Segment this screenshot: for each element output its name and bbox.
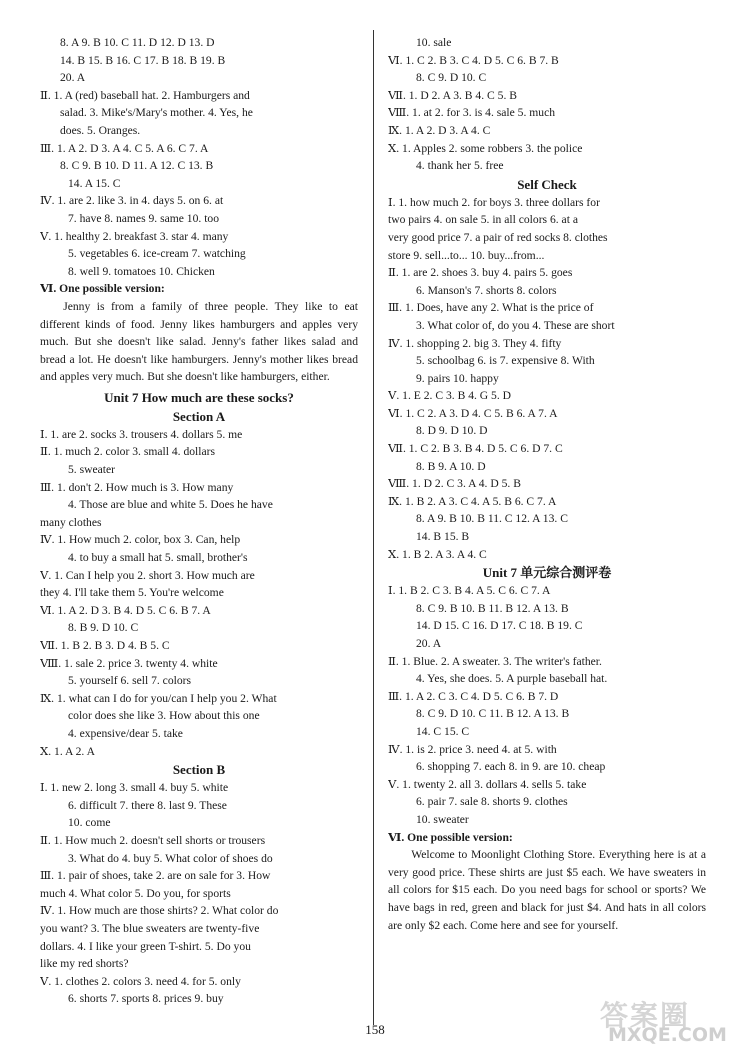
watermark-logo — [600, 994, 740, 1049]
answer-line: Ⅱ. 1. are 2. shoes 3. buy 4. pairs 5. goes — [388, 266, 573, 280]
page-number: 158 — [365, 1022, 385, 1037]
answer-line: Ⅲ. 1. A 2. C 3. C 4. D 5. C 6. B 7. D — [388, 689, 559, 703]
section-heading: Self Check — [517, 176, 577, 192]
answer-line: they 4. I'll take them 5. You're welcome — [40, 586, 224, 600]
answer-line: Ⅱ. 1. much 2. color 3. small 4. dollars — [40, 445, 215, 459]
answer-line: 4. thank her 5. free — [416, 159, 504, 173]
answer-line: Ⅸ. 1. B 2. A 3. C 4. A 5. B 6. C 7. A — [388, 494, 557, 508]
answer-line: you want? 3. The blue sweaters are twenty-five — [40, 921, 260, 935]
answer-line: Ⅷ. 1. at 2. for 3. is 4. sale 5. much — [388, 106, 556, 120]
answer-line: Ⅹ. 1. Apples 2. some robbers 3. the police — [388, 141, 583, 155]
answer-line: Ⅲ. 1. pair of shoes, take 2. are on sale for 3. How — [40, 869, 271, 883]
answer-line: 4. to buy a small hat 5. small, brother's — [68, 551, 248, 565]
answer-line: Ⅵ. 1. C 2. B 3. C 4. D 5. C 6. B 7. B — [388, 53, 559, 67]
section-heading: Unit 7 单元综合测评卷 — [482, 565, 612, 581]
answer-line: 9. pairs 10. happy — [416, 371, 499, 385]
answer-line: 6. shopping 7. each 8. in 9. are 10. cheap — [416, 760, 606, 774]
answer-line: Ⅴ. 1. Can I help you 2. short 3. How much are — [40, 568, 255, 582]
answer-line: Ⅳ. 1. are 2. like 3. in 4. days 5. on 6. at — [40, 194, 224, 208]
left-column — [40, 34, 358, 1008]
answer-line: Ⅷ. 1. D 2. C 3. A 4. D 5. B — [388, 477, 521, 491]
answer-line: 3. What color of, do you 4. These are short — [416, 318, 615, 332]
answer-line: 14. B 15. B 16. C 17. B 18. B 19. B — [60, 53, 226, 67]
answer-line: 20. A — [60, 71, 86, 85]
answer-line: Ⅰ. 1. are 2. socks 3. trousers 4. dollars 5. me — [40, 427, 243, 441]
answer-line: 10. sale — [416, 36, 452, 49]
answer-line: Ⅲ. 1. A 2. D 3. A 4. C 5. A 6. C 7. A — [40, 141, 209, 155]
watermark-url: MXQE.COM — [608, 1024, 727, 1046]
answer-line: Ⅴ. 1. twenty 2. all 3. dollars 4. sells 5. take — [388, 777, 587, 791]
right-column — [388, 34, 706, 934]
answer-line: 8. D 9. D 10. D — [416, 424, 488, 438]
answer-line: Ⅴ. 1. healthy 2. breakfast 3. star 4. many — [40, 229, 229, 243]
answer-line: much 4. What color 5. Do you, for sports — [40, 886, 231, 900]
answer-line: does. 5. Oranges. — [60, 123, 141, 137]
answer-line: 8. A 9. B 10. C 11. D 12. D 13. D — [60, 36, 215, 49]
answer-line: 6. shorts 7. sports 8. prices 9. buy — [68, 992, 224, 1006]
answer-line: Ⅱ. 1. Blue. 2. A sweater. 3. The writer's father. — [388, 654, 602, 668]
answer-line: 5. sweater — [68, 463, 115, 477]
section-heading: Section B — [172, 762, 226, 778]
answer-line: 7. have 8. names 9. same 10. too — [68, 211, 220, 225]
answer-line: 6. pair 7. sale 8. shorts 9. clothes — [416, 795, 568, 809]
answer-line: 10. sweater — [416, 812, 469, 826]
answer-line: like my red shorts? — [40, 957, 129, 971]
answer-line: Ⅱ. 1. How much 2. doesn't sell shorts or trousers — [40, 833, 266, 847]
answer-line: Ⅵ. 1. A 2. D 3. B 4. D 5. C 6. B 7. A — [40, 603, 211, 617]
answer-line: Ⅰ. 1. new 2. long 3. small 4. buy 5. white — [40, 781, 229, 795]
answer-line: 20. A — [416, 637, 442, 650]
answer-line: 4. Yes, she does. 5. A purple baseball hat. — [416, 672, 608, 686]
answer-line: 6. difficult 7. there 8. last 9. These — [68, 798, 227, 812]
answer-line: Ⅳ. 1. shopping 2. big 3. They 4. fifty — [388, 336, 562, 350]
answer-line: Ⅲ. 1. don't 2. How much is 3. How many — [40, 480, 234, 494]
answer-line: dollars. 4. I like your green T-shirt. 5. Do you — [40, 939, 251, 953]
answer-line: Ⅹ. 1. A 2. A — [40, 744, 95, 758]
answer-line: Ⅲ. 1. Does, have any 2. What is the price of — [388, 301, 594, 315]
answer-line: Ⅳ. 1. is 2. price 3. need 4. at 5. with — [388, 742, 557, 756]
answer-line: 8. C 9. B 10. B 11. B 12. A 13. B — [416, 601, 569, 615]
answer-line: Ⅹ. 1. B 2. A 3. A 4. C — [388, 547, 487, 561]
answer-line: 8. B 9. A 10. D — [416, 459, 486, 473]
answer-line: 8. B 9. D 10. C — [68, 621, 139, 635]
answer-line: 3. What do 4. buy 5. What color of shoes do — [68, 851, 273, 865]
answer-line: 14. B 15. B — [416, 530, 470, 544]
column-divider — [373, 30, 374, 1025]
answer-line: 8. well 9. tomatoes 10. Chicken — [68, 264, 215, 278]
answer-line: Ⅵ. 1. C 2. A 3. D 4. C 5. B 6. A 7. A — [388, 406, 558, 420]
answer-line: 5. schoolbag 6. is 7. expensive 8. With — [416, 354, 595, 368]
answer-line: salad. 3. Mike's/Mary's mother. 4. Yes, he — [60, 106, 253, 120]
answer-line: Ⅵ. One possible version: — [388, 830, 513, 844]
answer-line: Ⅰ. 1. how much 2. for boys 3. three dollars for — [388, 195, 600, 209]
answer-line: 8. C 9. D 10. C 11. B 12. A 13. B — [416, 707, 570, 721]
answer-line: 14. D 15. C 16. D 17. C 18. B 19. C — [416, 619, 583, 633]
answer-line: many clothes — [40, 515, 102, 529]
essay-paragraph: Welcome to Moonlight Clothing Store. Everything here is at a very good price. These shirts are just $5 each. We have sweaters in all colors for $15 each. Do you need bags for school or sports? We have bags in red, green and black for just $4. And hats in all colors are only $2 each. Come here and see for yourself. — [388, 848, 706, 932]
answer-line: Ⅶ. 1. C 2. B 3. B 4. D 5. C 6. D 7. C — [388, 442, 563, 456]
answer-line: 8. A 9. B 10. B 11. C 12. A 13. C — [416, 512, 568, 526]
answer-line: 14. A 15. C — [68, 176, 121, 190]
answer-line: Ⅴ. 1. E 2. C 3. B 4. G 5. D — [388, 389, 512, 403]
answer-line: 14. C 15. C — [416, 724, 470, 738]
answer-line: 5. yourself 6. sell 7. colors — [68, 674, 192, 688]
unit-heading: Unit 7 How much are these socks? — [104, 389, 294, 405]
answer-line: Ⅸ. 1. A 2. D 3. A 4. C — [388, 123, 491, 137]
answer-line: Ⅳ. 1. How much are those shirts? 2. What color do — [40, 904, 279, 918]
answer-line: Ⅰ. 1. B 2. C 3. B 4. A 5. C 6. C 7. A — [388, 584, 551, 598]
answer-line: 10. come — [68, 816, 111, 830]
answer-line: Ⅸ. 1. what can I do for you/can I help you 2. What — [40, 691, 277, 705]
answer-line: 4. expensive/dear 5. take — [68, 726, 183, 740]
answer-line: 8. C 9. B 10. D 11. A 12. C 13. B — [60, 159, 214, 173]
essay-paragraph: Jenny is from a family of three people. They like to eat different kinds of food. Jenny likes hamburgers and apples very much. But she doesn't like salad. Jenny's father likes salad and bread a lot. He doesn't like hamburgers. Jenny's mother likes bread and apples very much. But she doesn't like hamburgers, either. — [40, 299, 358, 384]
answer-line: 5. vegetables 6. ice-cream 7. watching — [68, 247, 246, 261]
answer-line: store 9. sell...to... 10. buy...from... — [388, 248, 545, 262]
answer-line: Ⅶ. 1. D 2. A 3. B 4. C 5. B — [388, 88, 517, 102]
answer-line: Ⅵ. One possible version: — [40, 282, 165, 296]
watermark-badge: 答案圈 — [600, 999, 691, 1032]
answer-line: 8. C 9. D 10. C — [416, 71, 487, 85]
section-heading: Section A — [172, 408, 226, 424]
answer-line: two pairs 4. on sale 5. in all colors 6. at a — [388, 213, 578, 227]
answer-line: Ⅶ. 1. B 2. B 3. D 4. B 5. C — [40, 639, 170, 652]
answer-line: very good price 7. a pair of red socks 8. clothes — [388, 230, 608, 244]
answer-line: Ⅷ. 1. sale 2. price 3. twenty 4. white — [40, 656, 218, 670]
answer-line: 4. Those are blue and white 5. Does he have — [68, 498, 273, 512]
answer-line: color does she like 3. How about this one — [68, 709, 260, 723]
answer-line: Ⅴ. 1. clothes 2. colors 3. need 4. for 5. only — [40, 974, 241, 988]
answer-line: Ⅳ. 1. How much 2. color, box 3. Can, help — [40, 533, 241, 547]
answer-line: 6. Manson's 7. shorts 8. colors — [416, 283, 557, 297]
answer-line: Ⅱ. 1. A (red) baseball hat. 2. Hamburgers and — [40, 88, 250, 102]
